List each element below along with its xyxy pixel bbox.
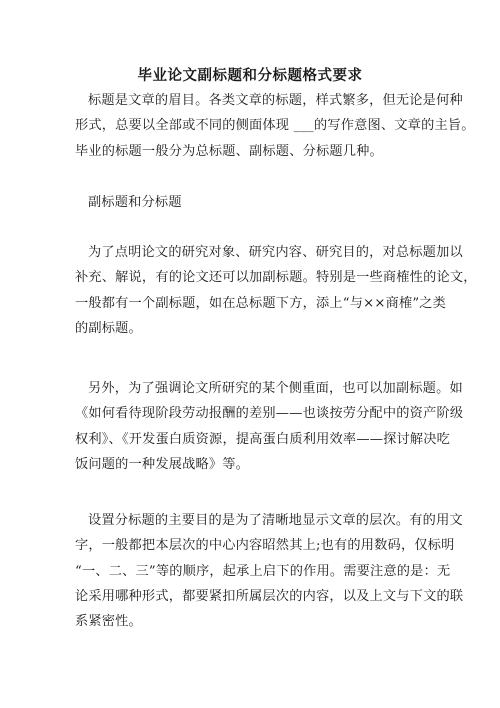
paragraph-line: 一般都有一个副标题，如在总标题下方，添上“与××商榷”之类: [75, 295, 447, 311]
paragraph-intro: [75, 88, 475, 164]
paragraph-line: 形式，总要以全部或不同的侧面体现 ___的写作意图、文章的主旨。: [75, 118, 475, 134]
paragraph-subtitle-purpose: [75, 240, 477, 341]
paragraph-line: 《如何看待现阶段劳动报酬的差别——也谈按劳分配中的资产阶级: [75, 406, 464, 422]
paragraph-line: 设置分标题的主要目的是为了清晰地显示文章的层次。有的用文: [88, 513, 463, 528]
paragraph-subtitle-examples: [75, 376, 464, 477]
paragraph-line: 饭问题的一种发展战略》等。: [75, 456, 250, 472]
paragraph-line: 的副标题。: [75, 320, 142, 336]
paragraph-line: “一、二、三”等的顺序，起承上启下的作用。需要注意的是：无: [75, 563, 451, 579]
paragraph-line: 系紧密性。: [75, 614, 142, 630]
section-heading-text: 副标题和分标题: [88, 195, 182, 210]
paragraph-line: 论采用哪种形式，都要紧扣所属层次的内容，以及上文与下文的联: [75, 588, 464, 604]
paragraph-line: 标题是文章的眉目。各类文章的标题，样式繁多，但无论是何种: [88, 93, 463, 108]
section-heading: [75, 190, 435, 215]
paragraph-line: 补充、解说，有的论文还可以加副标题。特别是一些商榷性的论文，: [75, 270, 477, 286]
paragraph-line: 另外，为了强调论文所研究的某个侧重面，也可以加副标题。如: [88, 381, 463, 396]
document-title: 毕业论文副标题和分标题格式要求: [137, 67, 363, 84]
paragraph-line: 权利》、《开发蛋白质资源，提高蛋白质利用效率——探讨解决吃: [75, 431, 451, 447]
paragraph-line: 字，一般都把本层次的中心内容昭然其上;也有的用数码，仅标明: [75, 538, 455, 554]
paragraph-line: 毕业的标题一般分为总标题、副标题、分标题几种。: [75, 143, 383, 159]
paragraph-line: 为了点明论文的研究对象、研究内容、研究目的，对总标题加以: [88, 245, 463, 260]
paragraph-section-titles: [75, 508, 464, 634]
